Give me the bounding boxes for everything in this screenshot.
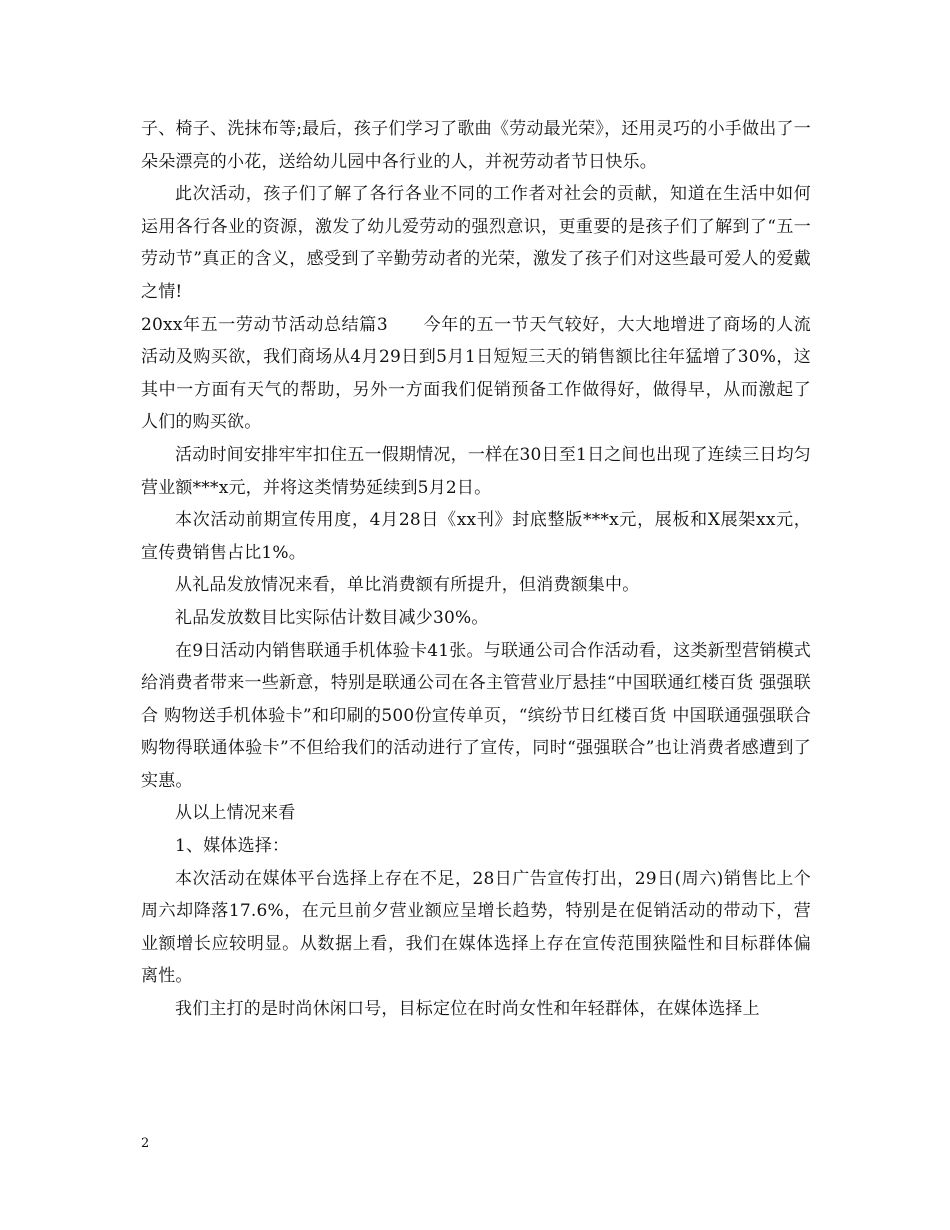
- page-number: 2: [141, 1136, 150, 1151]
- paragraph-media-heading: 1、媒体选择：: [175, 836, 290, 857]
- paragraph-gift-count: 礼品发放数目比实际估计数目减少30%。: [175, 607, 489, 628]
- paragraph-target-audience: 我们主打的是时尚休闲口号，目标定位在时尚女性和年轻群体，在媒体选择上: [175, 999, 760, 1020]
- document-body: [141, 113, 811, 1026]
- paragraph-schedule: 活动时间安排牢牢扣住五一假期情况，一样在30日至1日之间也出现了连续三日均匀营业额***x元，并将这类情势延续到5月2日。: [141, 444, 811, 498]
- paragraph-gift-status: 从礼品发放情况来看，单比消费额有所提升，但消费额集中。: [175, 575, 640, 596]
- paragraph-overview: 从以上情况来看: [175, 803, 296, 824]
- paragraph-media-analysis: 本次活动在媒体平台选择上存在不足，28日广告宣传打出，29日(周六)销售比上个周六却降落17.6%，在元旦前夕营业额应呈增长趋势，特别是在促销活动的带动下，营业额增长应较明显。从数据上看，我们在媒体选择上存在宣传范围狭隘性和目标群体偏离性。: [141, 868, 811, 987]
- paragraph-promotion-cost: 本次活动前期宣传用度，4月28日《xx刊》封底整版***x元，展板和X展架xx元，宣传费销售占比1%。: [141, 510, 811, 563]
- paragraph-unicom-cooperation: 在9日活动内销售联通手机体验卡41张。与联通公司合作活动看，这类新型营销模式给消费者带来一些新意，特别是联通公司在各主管营业厅悬挂“中国联通红楼百货 强强联合 购物送手机体验卡”和印刷的500份宣传单页，“缤纷节日红楼百货 中国联通强强联合 购物得联通体验卡”不但给我们的活动进行了宣传，同时“强强联合”也让消费者感遭到了实惠。: [141, 640, 811, 791]
- paragraph-continuation: 子、椅子、洗抹布等;最后，孩子们学习了歌曲《劳动最光荣》，还用灵巧的小手做出了一朵朵漂亮的小花，送给幼儿园中各行业的人，并祝劳动者节日快乐。: [141, 119, 811, 172]
- paragraph-section-3-intro: 20xx年五一劳动节活动总结篇3 今年的五一节天气较好，大大地增进了商场的人流活动及购买欲，我们商场从4月29日到5月1日短短三天的销售额比往年猛增了30%，这其中一方面有天气的帮助，另外一方面我们促销预备工作做得好，做得早，从而激起了人们的购买欲。: [141, 314, 811, 433]
- paragraph-activity-summary: 此次活动，孩子们了解了各行各业不同的工作者对社会的贡献，知道在生活中如何运用各行各业的资源，激发了幼儿爱劳动的强烈意识，更重要的是孩子们了解到了“五一劳动节”真正的含义，感受到了辛勤劳动者的光荣，激发了孩子们对这些最可爱人的爱戴之情!: [141, 184, 811, 302]
